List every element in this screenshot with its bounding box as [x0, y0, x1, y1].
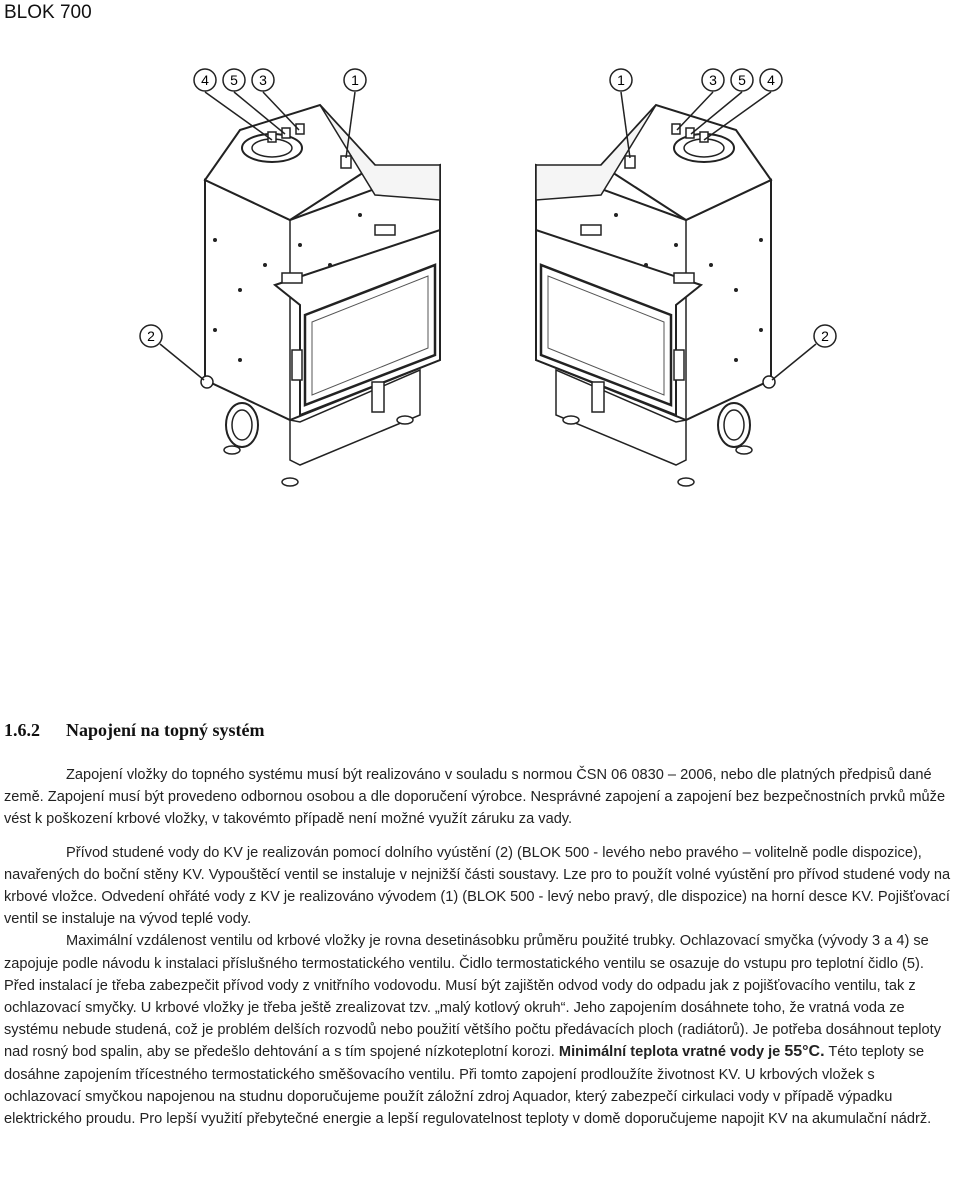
paragraph-water-supply: Přívod studené vody do KV je realizován pomocí dolního vyústění (2) (BLOK 500 - levého nebo pravého – volitelně podle dispozice), navařených do boční stěny KV. Vypouštěcí ventil se instaluje v nejnižší části soustavy. Lze pro to použít volné vyústění pro přívod studené vody na krbové vložce. Odvedení ohřáté vody z KV je realizováno vývodem (1) (BLOK 500 - levý nebo pravý, dle dispozice) na horní desce KV. Pojišťovací ventil se instaluje na vývod teplé vody. — [4, 844, 951, 928]
left-callout-1 — [344, 69, 366, 91]
installation-text-a: Maximální vzdálenost ventilu od krbové vložky je rovna desetinásobku průměru použité trubky. Ochlazovací smyčka (vývody 3 a 4) se zapojuje podle návodu k instalaci příslušného termostatického ventilu. Čidlo termostatického ventilu se osazuje do vstupu pro teplotní čidlo (5). Před instalací je třeba zabezpečit přívod vody z vnitřního vodovodu. Musí být zajištěn odvod vody do odpadu jak z pojišťovacího ventilu, tak z ochlazovací smyčky. U krbové vložky je třeba ještě zrealizovat tzv. „malý kotlový okruh“. Jeho zapojením dosáhnete toho, že vratná voda ze systému nebude studená, což je problém delších rozvodů nebo použití většího počtu předávacích ploch (radiátorů). Je potřeba dosáhnout teploty nad rosný bod spalin, aby se předešlo dehtování a s tím spojené nízkoteplotní korozi. — [4, 933, 942, 1061]
fireplace-insert-drawings — [0, 30, 960, 490]
min-temp-value: 55°C. — [784, 1043, 825, 1061]
svg-text:1: 1 — [351, 72, 359, 88]
section-heading — [4, 720, 265, 741]
right-callout-2 — [814, 325, 836, 347]
right-insert-drawing — [536, 69, 836, 486]
right-callout-4 — [760, 69, 782, 91]
left-callout-5 — [223, 69, 245, 91]
body-text — [4, 764, 954, 1130]
svg-text:2: 2 — [821, 328, 829, 344]
svg-text:3: 3 — [259, 72, 267, 88]
section-number: 1.6.2 — [4, 720, 40, 740]
paragraph-installation — [4, 930, 954, 1130]
left-callout-2 — [140, 325, 162, 347]
svg-text:5: 5 — [230, 72, 238, 88]
svg-text:5: 5 — [738, 72, 746, 88]
left-callout-3 — [252, 69, 274, 91]
min-temp-label: Minimální teplota vratné vody je — [558, 1044, 785, 1061]
right-callout-3 — [702, 69, 724, 91]
section-title: Napojení na topný systém — [66, 720, 265, 740]
svg-text:2: 2 — [147, 328, 155, 344]
technical-drawing — [0, 30, 960, 490]
svg-text:4: 4 — [767, 72, 775, 88]
installation-text-b: Této teploty se dosáhne zapojením třícestného termostatického směšovacího ventilu. Při tomto zapojení prodloužíte životnost KV. U krbových vložek s ochlazovací smyčkou napojenou na studnu doporučujeme použít záložní zdroj Aquador, který zabezpečí cirkulaci vody v případě výpadku elektrického proudu. Pro lepší využití přebytečné energie a lepší regulovatelnost teploty v domě doporučujeme napojit KV na akumulační nádrž. — [4, 1044, 932, 1128]
left-callout-4 — [194, 69, 216, 91]
svg-text:1: 1 — [617, 72, 625, 88]
svg-text:3: 3 — [709, 72, 717, 88]
right-callout-5 — [731, 69, 753, 91]
paragraph-standards: Zapojení vložky do topného systému musí být realizováno v souladu s normou ČSN 06 0830 – 2006, nebo dle platných předpisů dané země. Zapojení musí být provedeno odbornou osobou a dle doporučení výrobce. Nesprávné zapojení a zapojení bez bezpečnostních prvků může vést k poškození krbové vložky, v takovémto případě není možné využít záruku za vady. — [4, 767, 946, 828]
left-insert-drawing — [140, 69, 440, 486]
right-callout-1 — [610, 69, 632, 91]
page-title: BLOK 700 — [4, 2, 92, 23]
svg-text:4: 4 — [201, 72, 209, 88]
